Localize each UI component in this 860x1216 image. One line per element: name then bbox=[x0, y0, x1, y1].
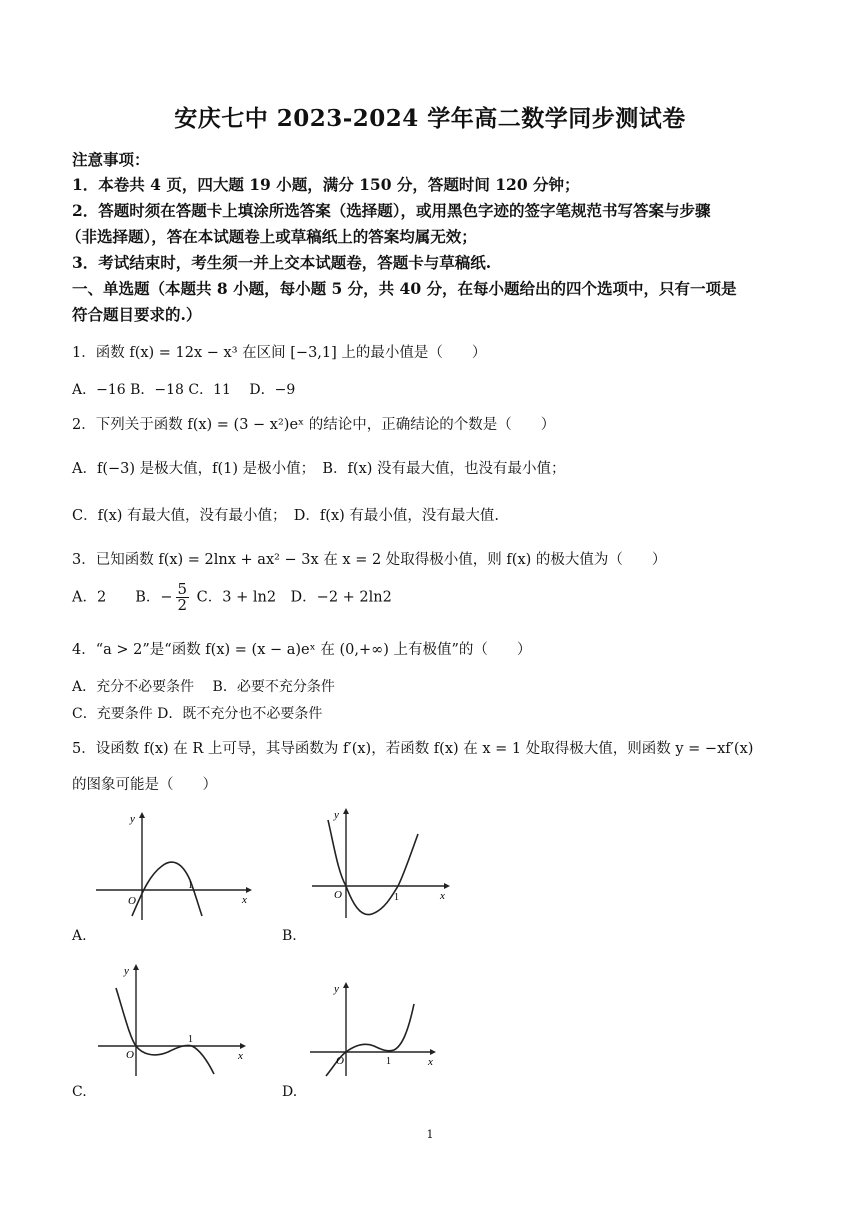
y-axis-arrow bbox=[133, 964, 139, 970]
graph-option-a bbox=[96, 810, 256, 922]
question-3-options bbox=[72, 582, 802, 613]
question-2-options-cd: C．f(x) 有最大值，没有最小值； D．f(x) 有最小值，没有最大值. bbox=[72, 508, 500, 524]
fraction-five-halves bbox=[176, 582, 190, 613]
page-number: 1 bbox=[426, 1128, 434, 1141]
section-heading-line1: 一、单选题（本题共 8 小题，每小题 5 分，共 40 分，在每小题给出的四个选项中，只有一项是 bbox=[72, 279, 737, 298]
x-axis-arrow bbox=[246, 887, 252, 893]
question-1-stem: 1．函数 f(x) = 12x − x³ 在区间 [−3,1] 上的最小值是（ ） bbox=[72, 345, 487, 361]
tick-label: 1 bbox=[394, 892, 399, 903]
y-axis-arrow bbox=[343, 982, 349, 988]
question-1-options: A．−16 B．−18 C．11 D．−9 bbox=[72, 382, 296, 398]
origin-label: O bbox=[334, 889, 342, 901]
y-axis-label: y bbox=[130, 813, 135, 825]
question-2-options-ab: A．f(−3) 是极大值，f(1) 是极小值； B．f(x) 没有最大值，也没有最小值； bbox=[72, 461, 566, 477]
fraction-denominator: 2 bbox=[177, 596, 188, 614]
graph-c-label: C. bbox=[72, 1084, 87, 1100]
x-axis-arrow bbox=[430, 1049, 436, 1055]
section-heading-line2: 符合题目要求的.） bbox=[72, 305, 202, 324]
origin-label: O bbox=[126, 1049, 134, 1061]
question-4-stem: 4．“a > 2”是“函数 f(x) = (x − a)eˣ 在 (0,+∞) 上有极值”的（ ） bbox=[72, 642, 532, 658]
question-5-stem-line1: 5．设函数 f(x) 在 R 上可导，其导函数为 f′(x)，若函数 f(x) 在 x = 1 处取得极大值，则函数 y = −xf′(x) bbox=[72, 741, 754, 757]
fraction-numerator: 5 bbox=[177, 580, 188, 598]
tick-label: 1 bbox=[386, 1056, 391, 1067]
graph-option-c bbox=[96, 962, 256, 1078]
page-title: 安庆七中 2023-2024 学年高二数学同步测试卷 bbox=[174, 105, 686, 132]
notice-item-1: 1．本卷共 4 页，四大题 19 小题，满分 150 分，答题时间 120 分钟； bbox=[72, 175, 580, 194]
notice-item-2a: 2．答题时须在答题卡上填涂所选答案（选择题），或用黑色字迹的签字笔规范书写答案与步骤 bbox=[72, 201, 711, 220]
tick-label: 1 bbox=[188, 880, 193, 891]
x-axis-label: x bbox=[440, 890, 445, 902]
notice-item-2b: （非选择题），答在本试题卷上或草稿纸上的答案均属无效； bbox=[66, 227, 477, 246]
graph-b-label: B. bbox=[282, 928, 297, 944]
y-axis-label: y bbox=[334, 983, 339, 995]
question-3-option-ab: A．2 B．− bbox=[72, 589, 173, 606]
x-axis-arrow bbox=[240, 1043, 246, 1049]
x-axis-arrow bbox=[444, 883, 450, 889]
x-axis-label: x bbox=[242, 894, 247, 906]
question-3-stem: 3．已知函数 f(x) = 2lnx + ax² − 3x 在 x = 2 处取得极小值，则 f(x) 的极大值为（ ） bbox=[72, 552, 667, 568]
graph-option-b bbox=[306, 806, 456, 922]
question-2-stem: 2．下列关于函数 f(x) = (3 − x²)eˣ 的结论中，正确结论的个数是（ ） bbox=[72, 417, 556, 433]
question-3-option-cd: C．3 + ln2 D．−2 + 2ln2 bbox=[196, 589, 392, 606]
x-axis-label: x bbox=[428, 1056, 433, 1068]
x-axis-label: x bbox=[238, 1050, 243, 1062]
question-4-options-cd: C．充要条件 D．既不充分也不必要条件 bbox=[72, 706, 323, 722]
graph-option-d bbox=[306, 978, 446, 1078]
origin-label: O bbox=[128, 895, 136, 907]
graph-a-label: A. bbox=[72, 928, 87, 944]
notice-item-3: 3．考试结束时，考生须一并上交本试题卷，答题卡与草稿纸. bbox=[72, 253, 492, 272]
question-4-options-ab: A．充分不必要条件 B．必要不充分条件 bbox=[72, 679, 335, 695]
notice-header: 注意事项： bbox=[72, 150, 150, 169]
graph-d-label: D. bbox=[282, 1084, 298, 1100]
y-axis-label: y bbox=[334, 809, 339, 821]
question-5-stem-line2: 的图象可能是（ ） bbox=[72, 777, 217, 793]
y-axis-label: y bbox=[124, 965, 129, 977]
tick-label: 1 bbox=[188, 1034, 193, 1045]
y-axis-arrow bbox=[343, 808, 349, 814]
curve-c bbox=[116, 988, 214, 1074]
origin-label: O bbox=[336, 1055, 344, 1067]
y-axis-arrow bbox=[139, 812, 145, 818]
